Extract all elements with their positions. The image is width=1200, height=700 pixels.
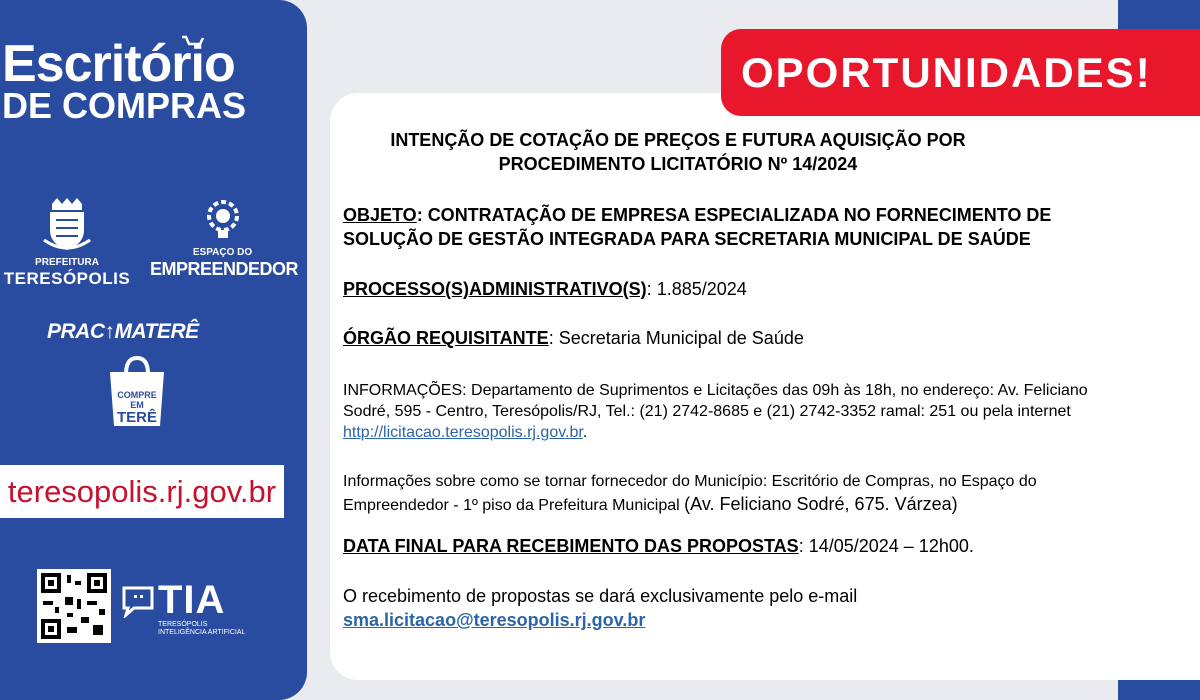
data-final-label: DATA FINAL PARA RECEBIMENTO DAS PROPOSTAS — [343, 536, 799, 556]
objeto-label: OBJETO — [343, 205, 417, 225]
fornecedor-section — [343, 470, 1200, 517]
website-url[interactable]: teresopolis.rj.gov.br — [0, 465, 284, 518]
objeto-line1: CONTRATAÇÃO DE EMPRESA ESPECIALIZADA NO FORNECIMENTO DE — [427, 205, 1052, 225]
oportunidades-title: OPORTUNIDADES! — [741, 49, 1152, 96]
objeto-section: OBJETO: CONTRATAÇÃO DE EMPRESA ESPECIALIZADA NO FORNECIMENTO DE SOLUÇÃO DE GESTÃO INTEGRADA PARA SECRETARIA MUNICIPAL DE SAÚDE — [343, 203, 1200, 251]
heading-line1: INTENÇÃO DE COTAÇÃO DE PREÇOS E FUTURA AQUISIÇÃO POR — [390, 130, 966, 150]
escritorio-logo-subtitle: DE COMPRAS — [2, 85, 247, 126]
compre-em-tere-logo — [106, 390, 168, 426]
objeto-line2: SOLUÇÃO DE GESTÃO INTEGRADA PARA SECRETARIA MUNICIPAL DE SAÚDE — [343, 229, 1031, 249]
escritorio-logo-title: Escritório — [2, 35, 235, 93]
recebimento-text: O recebimento de propostas se dará exclusivamente pelo e-mail — [343, 586, 858, 606]
espaco-empreendedor-logo — [150, 196, 299, 280]
prefeitura-logo — [2, 196, 132, 289]
heading-line2: PROCEDIMENTO LICITATÓRIO Nº 14/2024 — [498, 154, 858, 174]
tere-label: TERÊ — [116, 409, 157, 426]
data-final-value: 14/05/2024 – 12h00. — [808, 536, 974, 556]
email-link[interactable]: sma.licitacao@teresopolis.rj.gov.br — [343, 610, 646, 630]
compre-label: COMPRE — [117, 390, 157, 400]
tia-tagline — [158, 621, 245, 637]
fornecedor-line1: Informações sobre como se tornar fornecedor do Município: Escritório de Compras, no Espaço do — [343, 473, 1037, 490]
qr-code[interactable] — [37, 569, 111, 643]
tia-logo: TIA — [158, 578, 226, 622]
fornecedor-line2: Empreendedor - 1º piso da Prefeitura Municipal — [343, 497, 680, 514]
info-line1: INFORMAÇÕES: Departamento de Suprimentos e Licitações das 09h às 18h, no endereço: Av. Feliciano — [343, 382, 1088, 399]
gear-lightbulb-icon — [200, 196, 246, 242]
pracimatere-logo: PRAC↑MATERÊ — [47, 320, 199, 343]
teresopolis-label: TERESÓPOLIS — [3, 269, 131, 288]
orgao-section: ÓRGÃO REQUISITANTE: Secretaria Municipal de Saúde — [343, 328, 804, 348]
info-line2: Sodré, 595 - Centro, Teresópolis/RJ, Tel.: (21) 2742-8685 e (21) 2742-3352 ramal: 251 ou pela internet — [343, 403, 1071, 420]
processo-section: PROCESSO(S)ADMINISTRATIVO(S): 1.885/2024 — [343, 279, 747, 299]
tia-tagline-city: TERESÓPOLIS — [158, 621, 208, 628]
processo-value: 1.885/2024 — [656, 279, 747, 299]
prefeitura-label: PREFEITURA — [35, 257, 99, 268]
espaco-do-label: ESPAÇO DO — [192, 247, 253, 258]
licitacao-link[interactable]: http://licitacao.teresopolis.rj.gov.br — [343, 424, 583, 441]
notice-heading — [343, 128, 1013, 176]
recebimento-section — [343, 584, 1200, 632]
fornecedor-address: (Av. Feliciano Sodré, 675. Várzea) — [684, 494, 958, 514]
chat-bubble-icon — [120, 584, 156, 618]
cart-icon — [180, 34, 206, 48]
data-final-section: DATA FINAL PARA RECEBIMENTO DAS PROPOSTAS: 14/05/2024 – 12h00. — [343, 536, 974, 556]
orgao-label: ÓRGÃO REQUISITANTE — [343, 328, 549, 348]
informacoes-section: INFORMAÇÕES: Departamento de Suprimentos e Licitações das 09h às 18h, no endereço: Av. Feliciano Sodré, 595 - Centro, Teresópolis/RJ, Tel.: (21) 2742-8685 e (21) 2742-3352 ramal: 251 ou pela internet http://licitacao.teresopolis.rj.gov.br. — [343, 380, 1200, 443]
empreendedor-label: EMPREENDEDOR — [150, 259, 299, 279]
coat-of-arms-icon — [42, 196, 92, 252]
orgao-value: Secretaria Municipal de Saúde — [558, 328, 804, 348]
em-label: EM — [130, 400, 144, 410]
tia-tagline-ai: INTELIGÊNCIA ARTIFICIAL — [158, 629, 246, 636]
processo-label: PROCESSO(S)ADMINISTRATIVO(S) — [343, 279, 647, 299]
